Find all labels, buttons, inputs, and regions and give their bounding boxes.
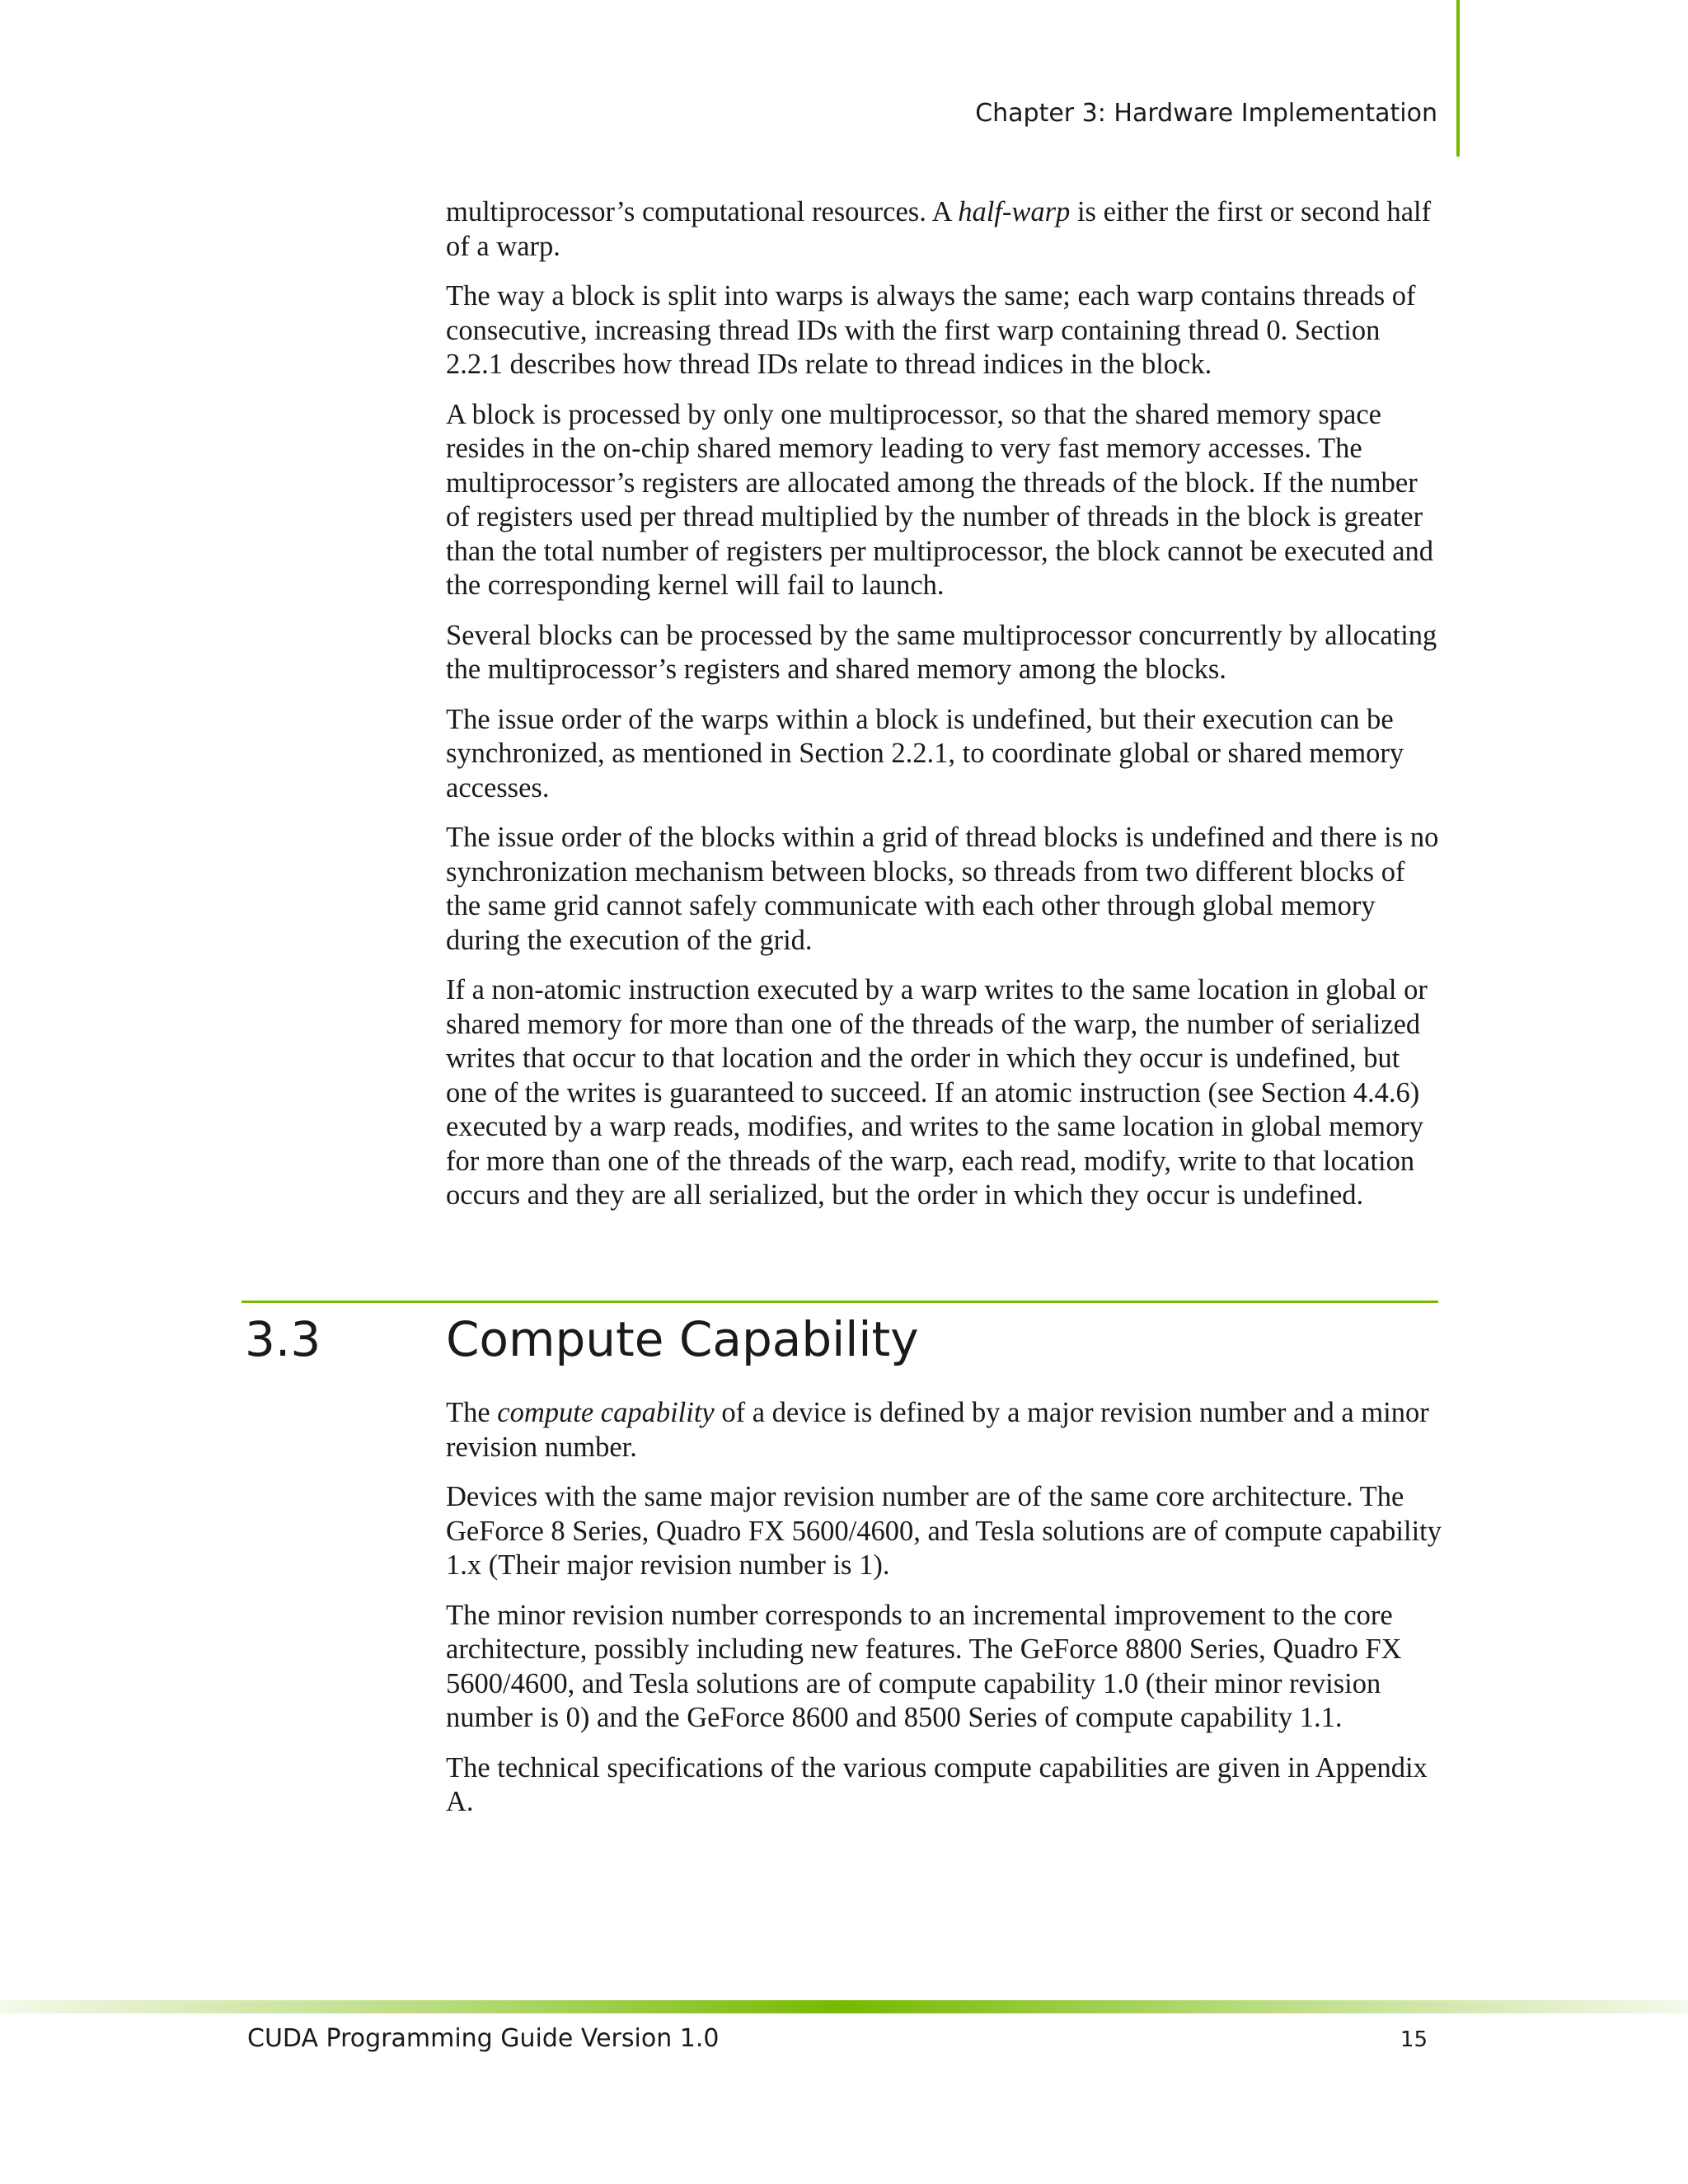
paragraph-text: Devices with the same major revision number are of the same core architecture. The GeForce 8 Series, Quadro FX 5600/4600, and Tesla solutions are of compute capability 1.x (Their major revision number is 1). [446, 1481, 1442, 1581]
paragraph-text: The way a block is split into warps is always the same; each warp contains threads of consecutive, increasing thread IDs with the first warp containing thread 0. Section 2.2.1 describes how thread IDs relate to thread indices in the block. [446, 280, 1416, 380]
paragraph [446, 1751, 1443, 1820]
paragraph-text: The minor revision number corresponds to an incremental improvement to the core architecture, possibly including new features. The GeForce 8800 Series, Quadro FX 5600/4600, and Tesla solutions are of compute capability 1.0 (their minor revision number is 0) and the GeForce 8600 and 8500 Series of compute capability 1.1. [446, 1599, 1402, 1733]
paragraph-text: If a non-atomic instruction executed by a warp writes to the same location in global or shared memory for more than one of the threads of the warp, the number of serialized writes that occur to that location and the order in which they occur is undefined, but one of the writes is guaranteed to succeed. If an atomic instruction (see Section 4.4.6) executed by a warp reads, modifies, and writes to the same location in global memory for more than one of the threads of the warp, each read, modify, write to that location occurs and they are all serialized, but the order in which they occur is undefined. [446, 974, 1428, 1211]
paragraph [446, 279, 1443, 382]
paragraph [446, 703, 1443, 806]
emphasized-term: compute capability [497, 1397, 715, 1428]
paragraph-text: multiprocessor’s computational resources. A [446, 196, 959, 227]
paragraph [446, 619, 1443, 687]
section-title: Compute Capability [446, 1311, 919, 1367]
footer-accent-bar [0, 2000, 1688, 2013]
emphasized-term: half-warp [958, 196, 1071, 227]
paragraph-text: A block is processed by only one multiprocessor, so that the shared memory space resides in the on-chip shared memory leading to very fast memory accesses. The multiprocessor’s registers are allocated among the threads of the block. If the number of registers used per thread multiplied by the number of threads in the block is greater than the total number of registers per multiprocessor, the block cannot be executed and the corresponding kernel will fail to launch. [446, 398, 1434, 601]
paragraph-text: The issue order of the blocks within a grid of thread blocks is undefined and there is no synchronization mechanism between blocks, so threads from two different blocks of the same grid cannot safely communicate with each other through global memory during the execution of the grid. [446, 822, 1439, 956]
section-number: 3.3 [245, 1311, 321, 1367]
paragraph [446, 398, 1443, 603]
paragraph [446, 195, 1443, 264]
paragraph-text: The technical specifications of the various compute capabilities are given in Appendix A. [446, 1751, 1428, 1817]
paragraph [446, 1480, 1443, 1583]
paragraph-text: Several blocks can be processed by the same multiprocessor concurrently by allocating the multiprocessor’s registers and shared memory among the blocks. [446, 619, 1437, 685]
header-accent-rule [1456, 0, 1460, 157]
paragraph [446, 1599, 1443, 1736]
paragraph-text: The issue order of the warps within a block is undefined, but their execution can be synchronized, as mentioned in Section 2.2.1, to coordinate global or shared memory accesses. [446, 703, 1404, 804]
paragraph [446, 1396, 1443, 1465]
paragraph [446, 821, 1443, 958]
footer-document-title: CUDA Programming Guide Version 1.0 [247, 2024, 720, 2053]
body-text-top [446, 195, 1443, 1229]
section-divider [241, 1301, 1438, 1303]
paragraph [446, 973, 1443, 1213]
page-number: 15 [1400, 2027, 1428, 2052]
body-text-section [446, 1396, 1443, 1835]
paragraph-text: of a device is defined by a major revision number and a minor revision number. [446, 1397, 1429, 1463]
paragraph-text: The [446, 1397, 498, 1428]
paragraph-text: is either the first or second half of a warp. [446, 196, 1432, 262]
running-header: Chapter 3: Hardware Implementation [975, 99, 1437, 128]
